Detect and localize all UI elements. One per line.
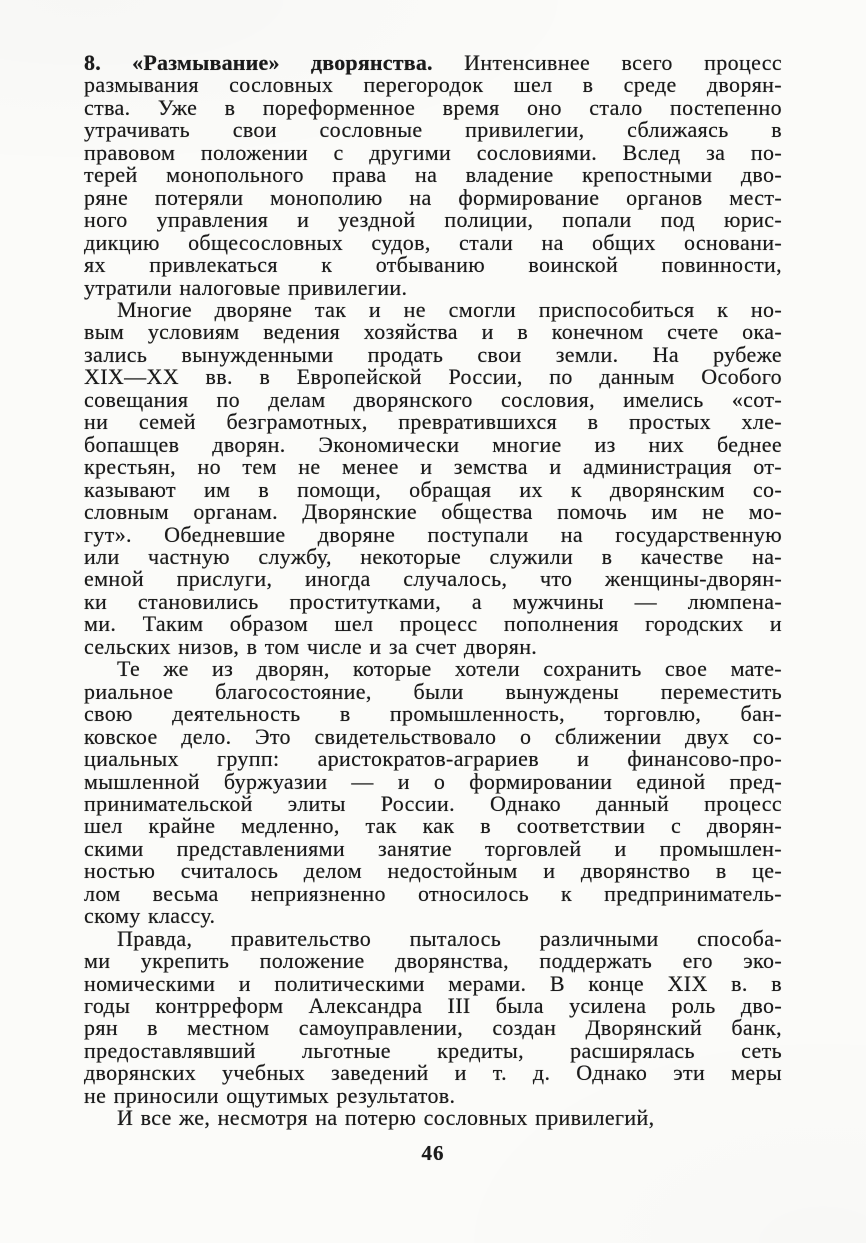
text-line: лом весьма неприязненно относилось к предприниматель- [84, 880, 782, 906]
text-line: ностью считалось делом недостойным и дворянство в це- [84, 858, 782, 884]
text-line: казывают им в помощи, обращая их к дворянским со- [84, 476, 782, 502]
text-line: терей монопольного права на владение крепостными дво- [84, 162, 782, 188]
paragraph [84, 52, 782, 299]
paragraph [84, 1107, 782, 1129]
text-line: ряне потеряли монополию на формирование органов мест- [84, 184, 782, 210]
text-line: циальных групп: аристократов-аграриев и финансово-про- [84, 746, 782, 772]
text-line: шел крайне медленно, так как в соответствии с дворян- [84, 813, 782, 839]
text-line: свою деятельность в промышленность, торговлю, бан- [84, 701, 782, 727]
text-line: скому классу. [84, 903, 216, 929]
text-line: бопашцев дворян. Экономически многие из них беднее [84, 431, 782, 457]
text-line: емной прислуги, иногда случалось, что женщины-дворян- [84, 566, 782, 592]
text-line: ства. Уже в пореформенное время оно стало постепенно [84, 94, 782, 120]
paragraph [84, 658, 782, 927]
text-block [84, 52, 782, 1166]
text-line: размывания сословных перегородок шел в среде дворян- [84, 72, 782, 98]
text-line: риальное благосостояние, были вынуждены переместить [84, 678, 782, 704]
text-line: принимательской элиты России. Однако данный процесс [84, 790, 782, 816]
text-line: предоставлявший льготные кредиты, расширялась сеть [84, 1037, 782, 1063]
text-line: XIX—XX вв. в Европейской России, по данным Особого [84, 364, 782, 390]
text-line: Многие дворяне так и не смогли приспособиться к но- [117, 296, 782, 322]
text-line: Те же из дворян, которые хотели сохранить свое мате- [117, 656, 782, 682]
text-line: крестьян, но тем не менее и земства и администрация от- [84, 454, 782, 480]
text-line: словным органам. Дворянские общества помочь им не мо- [84, 499, 782, 525]
text-line: утратили налоговые привилегии. [84, 274, 408, 300]
text-line: правовом положении с другими сословиями. Вслед за по- [84, 139, 782, 165]
text-line: не приносили ощутимых результатов. [84, 1082, 456, 1108]
text-line: совещания по делам дворянского сословия, имелись «сот- [84, 386, 782, 412]
text-line: дворянских учебных заведений и т. д. Однако эти меры [84, 1060, 782, 1086]
paragraph [84, 925, 782, 1108]
text-line: ни семей безграмотных, превратившихся в простых хле- [84, 409, 782, 435]
text-line: ях привлекаться к отбыванию воинской повинности, [84, 252, 782, 278]
text-line: номическими и политическими мерами. В конце XIX в. в [84, 970, 782, 996]
page-number: 46 [421, 1140, 445, 1165]
text-line: И все же, несмотря на потерю сословных привилегий, [117, 1105, 655, 1131]
text-line: рян в местном самоуправлении, создан Дворянский банк, [84, 1015, 782, 1041]
text-line: годы контрреформ Александра III была усилена роль дво- [84, 993, 782, 1019]
text-line: или частную службу, некоторые служили в качестве на- [84, 543, 782, 569]
text-line: ного управления и уездной полиции, попали под юрис- [84, 207, 782, 233]
text-line: вым условиям ведения хозяйства и в конечном счете ока- [84, 319, 782, 345]
section-heading: 8. «Размывание» дворянства. [84, 50, 433, 75]
text-line: Правда, правительство пыталось различными способа- [117, 925, 782, 951]
text-line: ми. Таким образом шел процесс пополнения городских и [84, 611, 782, 637]
text-line: зались вынужденными продать свои земли. На рубеже [84, 341, 782, 367]
text-line: ковское дело. Это свидетельствовало о сближении двух со- [84, 723, 782, 749]
text-line: мышленной буржуазии — и о формировании единой пред- [84, 768, 782, 794]
text-line: ми укрепить положение дворянства, поддержать его эко- [84, 948, 782, 974]
text-line: ки становились проститутками, а мужчины — люмпена- [84, 588, 782, 614]
text-line: утрачивать свои сословные привилегии, сближаясь в [84, 117, 782, 143]
paragraph [84, 296, 782, 659]
text-line: сельских низов, в том числе и за счет дворян. [84, 633, 538, 659]
text-line: дикцию общесословных судов, стали на общих основани- [84, 229, 782, 255]
text-line: гут». Обедневшие дворяне поступали на государственную [84, 521, 782, 547]
text-line: 8. «Размывание» дворянства. Интенсивнее всего процесс [84, 50, 782, 75]
text-line: скими представлениями занятие торговлей и промышлен- [84, 835, 782, 861]
